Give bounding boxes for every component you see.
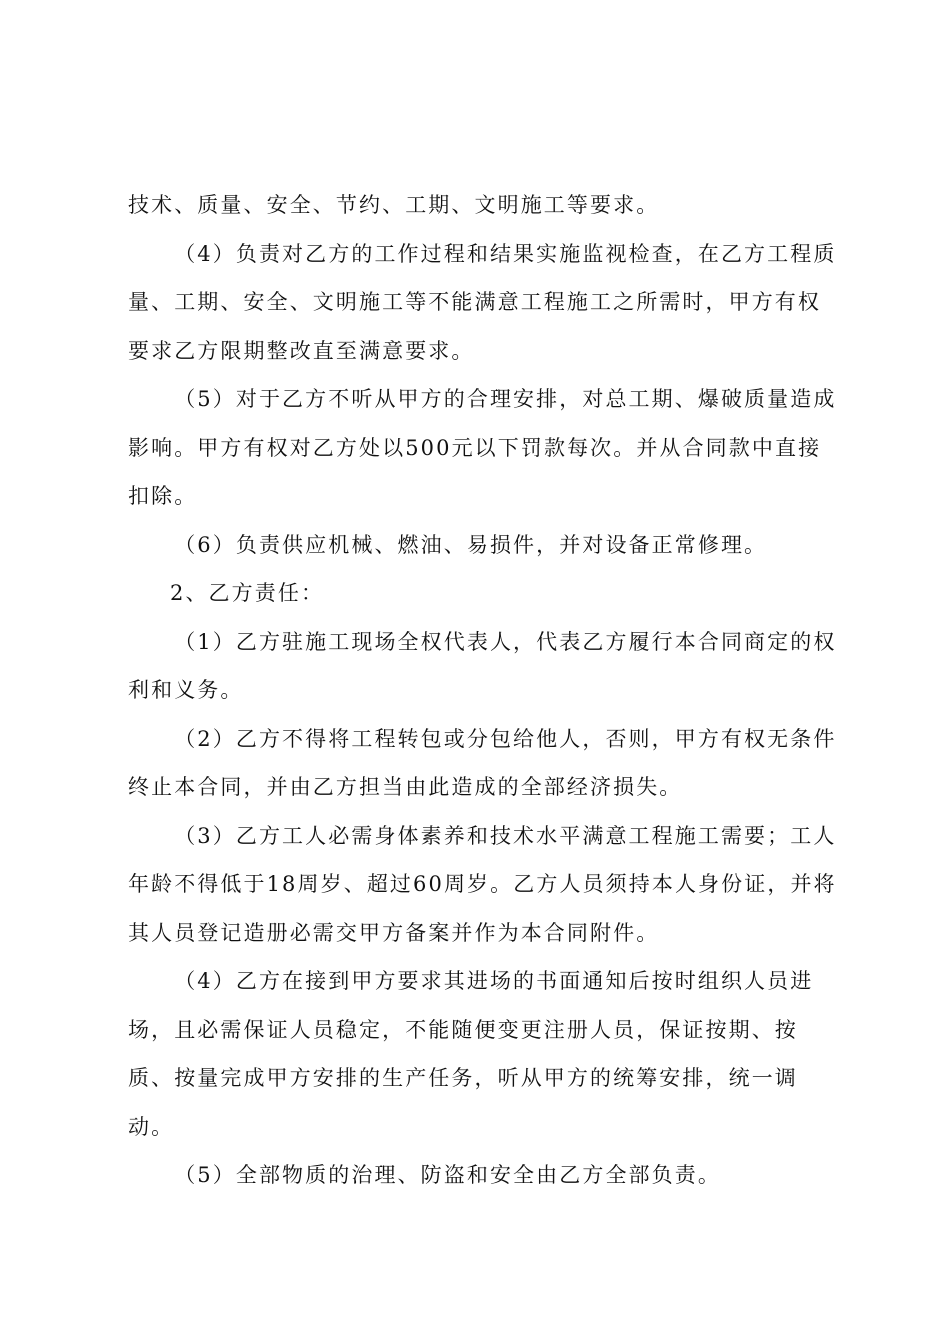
paragraph-continuation: 技术、质量、安全、节约、工期、文明施工等要求。 [128, 193, 660, 217]
paragraph-party-a-5: （5）对于乙方不听从甲方的合理安排，对总工期、爆破质量造成影响。甲方有权对乙方处以500元以下罚款每次。并从合同款中直接扣除。 [128, 387, 837, 508]
section-heading-party-b: 2、乙方责任： [170, 581, 325, 605]
paragraph-party-b-3: （3）乙方工人必需身体素养和技术水平满意工程施工需要；工人年龄不得低于18周岁、超过60周岁。乙方人员须持本人身份证，并将其人员登记造册必需交甲方备案并作为本合同附件。 [128, 823, 837, 945]
paragraph-party-b-1: （1）乙方驻施工现场全权代表人，代表乙方履行本合同商定的权利和义务。 [128, 629, 837, 702]
paragraph-party-a-6: （6）负责供应机械、燃油、易损件，并对设备正常修理。 [174, 532, 768, 557]
paragraph-party-b-5: （5）全部物质的治理、防盗和安全由乙方全部负责。 [174, 1163, 721, 1187]
document-body [128, 181, 840, 1200]
paragraph-party-b-2: （2）乙方不得将工程转包或分包给他人，否则，甲方有权无条件终止本合同，并由乙方担当由此造成的全部经济损失。 [128, 726, 837, 799]
paragraph-party-a-4: （4）负责对乙方的工作过程和结果实施监视检查，在乙方工程质量、工期、安全、文明施工等不能满意工程施工之所需时，甲方有权要求乙方限期整改直至满意要求。 [128, 241, 837, 363]
paragraph-party-b-4: （4）乙方在接到甲方要求其进场的书面通知后按时组织人员进场，且必需保证人员稳定，不能随便变更注册人员，保证按期、按质、按量完成甲方安排的生产任务，听从甲方的统筹安排，统一调动。 [128, 969, 814, 1139]
